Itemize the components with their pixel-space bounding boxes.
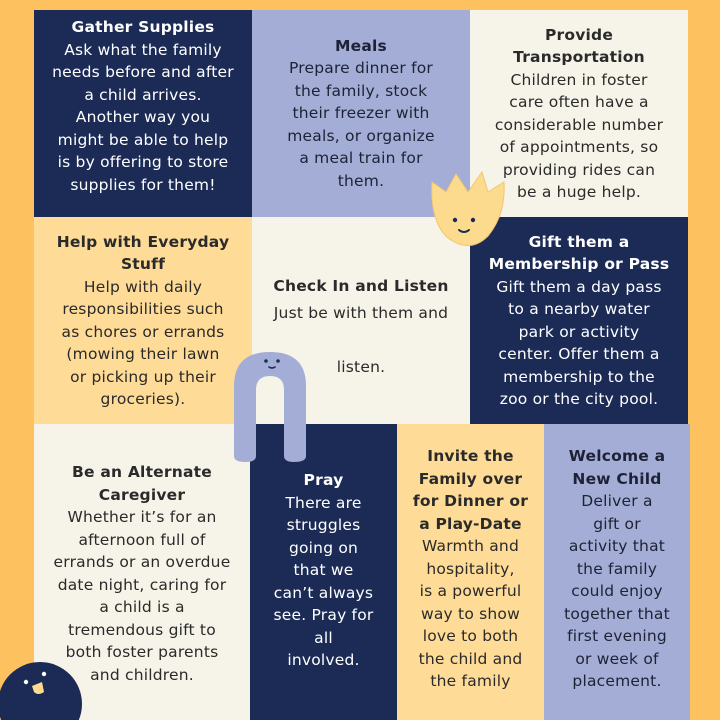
tile-title: Gift them a Membership or Pass: [488, 232, 670, 273]
tile-body: Children in foster care often have a considerable number of appointments, so providing rides can be a huge help.: [494, 70, 664, 201]
tile-body: Gift them a day pass to a nearby water park or activity center. Offer them a membership to the zoo or the city pool.: [496, 277, 662, 408]
smiling-arch-icon: [220, 346, 320, 464]
tile-title: Welcome a New Child: [568, 447, 666, 488]
smiling-circle-icon: [0, 652, 92, 720]
tile-body: Whether it’s for an afternoon full of errands or an overdue date night, caring for a child is a tremendous gift to both foster parents and children.: [53, 508, 231, 684]
tile-invite-family: [397, 424, 544, 720]
tile-body: Help with daily responsibilities such as chores or errands (mowing their lawn or picking up their groceries).: [61, 277, 225, 408]
tile-title: Meals: [335, 36, 387, 55]
tile-title: Invite the Family over for Dinner or a Play-Date: [412, 447, 529, 533]
tile-gather-supplies: [34, 10, 252, 217]
tile-body: Prepare dinner for the family, stock their freezer with meals, or organize a meal train for them.: [287, 59, 435, 190]
tile-title: Pray: [303, 471, 344, 489]
tile-welcome-new-child: [544, 424, 690, 720]
tile-pray: [250, 424, 397, 720]
tile-body: Warmth and hospitality, is a powerful way to show love to both the child and the family: [418, 537, 523, 690]
tile-body: Ask what the family needs before and after a child arrives. Another way you might be able to help is by offering to store supplies for them!: [52, 40, 234, 194]
tile-title: Provide Transportation: [513, 25, 645, 66]
tile-body: There are struggles going on that we can’t always see. Pray for all involved.: [273, 493, 374, 669]
tile-title: Gather Supplies: [71, 18, 215, 36]
tile-title: Help with Everyday Stuff: [56, 232, 230, 273]
smiling-flower-icon: [426, 168, 508, 256]
tile-body: Deliver a gift or activity that the family could enjoy together that first evening or week of placement.: [564, 492, 670, 690]
tile-title: Be an Alternate Caregiver: [72, 463, 212, 504]
tile-body: Just be with them and listen.: [273, 303, 449, 376]
tile-title: Check In and Listen: [273, 277, 449, 295]
